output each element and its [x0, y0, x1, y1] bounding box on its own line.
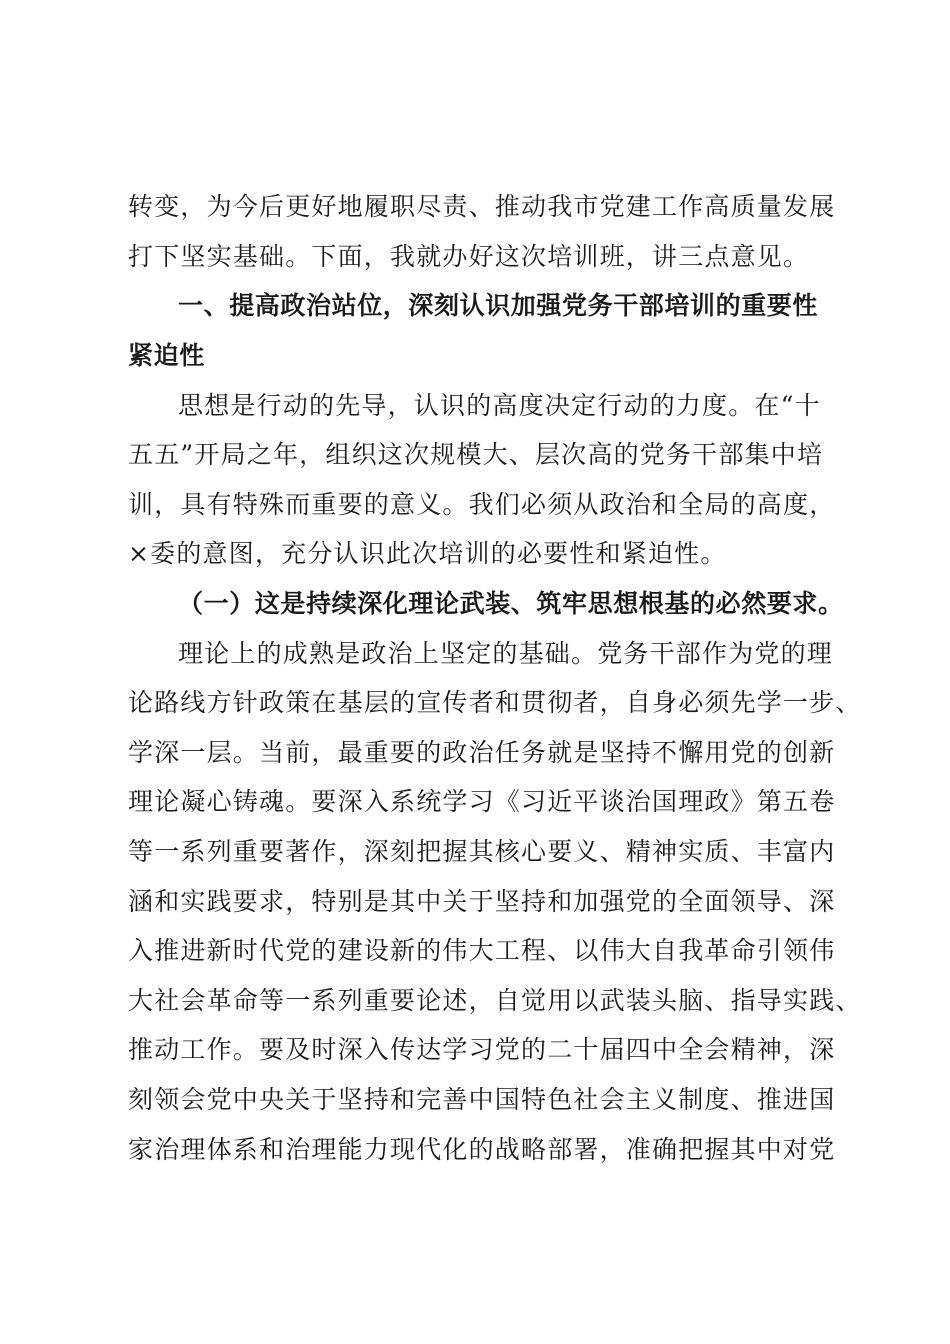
- body-text-line: 五五”开局之年，组织这次规模大、层次高的党务干部集中培: [128, 440, 824, 469]
- body-text-line: 理论凝心铸魂。要深入系统学习《习近平谈治国理政》第五卷: [128, 787, 836, 816]
- section-heading-continuation: 紧迫性: [128, 341, 205, 370]
- body-text-line: 学深一层。当前，最重要的政治任务就是坚持不懈用党的创新: [128, 738, 836, 767]
- body-text-line: 论路线方针政策在基层的宣传者和贯彻者，自身必须先学一步、: [128, 688, 862, 717]
- body-text-line: 刻领会党中央关于坚持和完善中国特色社会主义制度、推进国: [128, 1085, 836, 1114]
- body-text-line: 转变，为今后更好地履职尽责、推动我市党建工作高质量发展: [128, 192, 836, 221]
- body-text-line: 推动工作。要及时深入传达学习党的二十届四中全会精神，深: [128, 1035, 836, 1064]
- section-heading: 一、提高政治站位，深刻认识加强党务干部培训的重要性: [178, 291, 819, 320]
- body-text-line: 理论上的成熟是政治上坚定的基础。党务干部作为党的理: [178, 639, 834, 668]
- body-text-line: 训，具有特殊而重要的意义。我们必须从政治和全局的高度，: [128, 490, 836, 519]
- body-text-line: 打下坚实基础。下面，我就办好这次培训班，讲三点意见。: [128, 242, 810, 271]
- body-text-line: 涵和实践要求，特别是其中关于坚持和加强党的全面领导、深: [128, 887, 836, 916]
- body-text-line: 家治理体系和治理能力现代化的战略部署，准确把握其中对党: [128, 1135, 836, 1164]
- body-text-line: ×委的意图，充分认识此次培训的必要性和紧迫性。: [128, 539, 727, 568]
- body-text-line: 思想是行动的先导，认识的高度决定行动的力度。在“十: [178, 391, 821, 420]
- body-text-line: 大社会革命等一系列重要论述，自觉用以武装头脑、指导实践、: [128, 986, 862, 1015]
- subsection-heading: （一）这是持续深化理论武装、筑牢思想根基的必然要求。: [178, 589, 844, 618]
- body-text-line: 等一系列重要著作，深刻把握其核心要义、精神实质、丰富内: [128, 837, 836, 866]
- body-text-line: 入推进新时代党的建设新的伟大工程、以伟大自我革命引领伟: [128, 936, 836, 965]
